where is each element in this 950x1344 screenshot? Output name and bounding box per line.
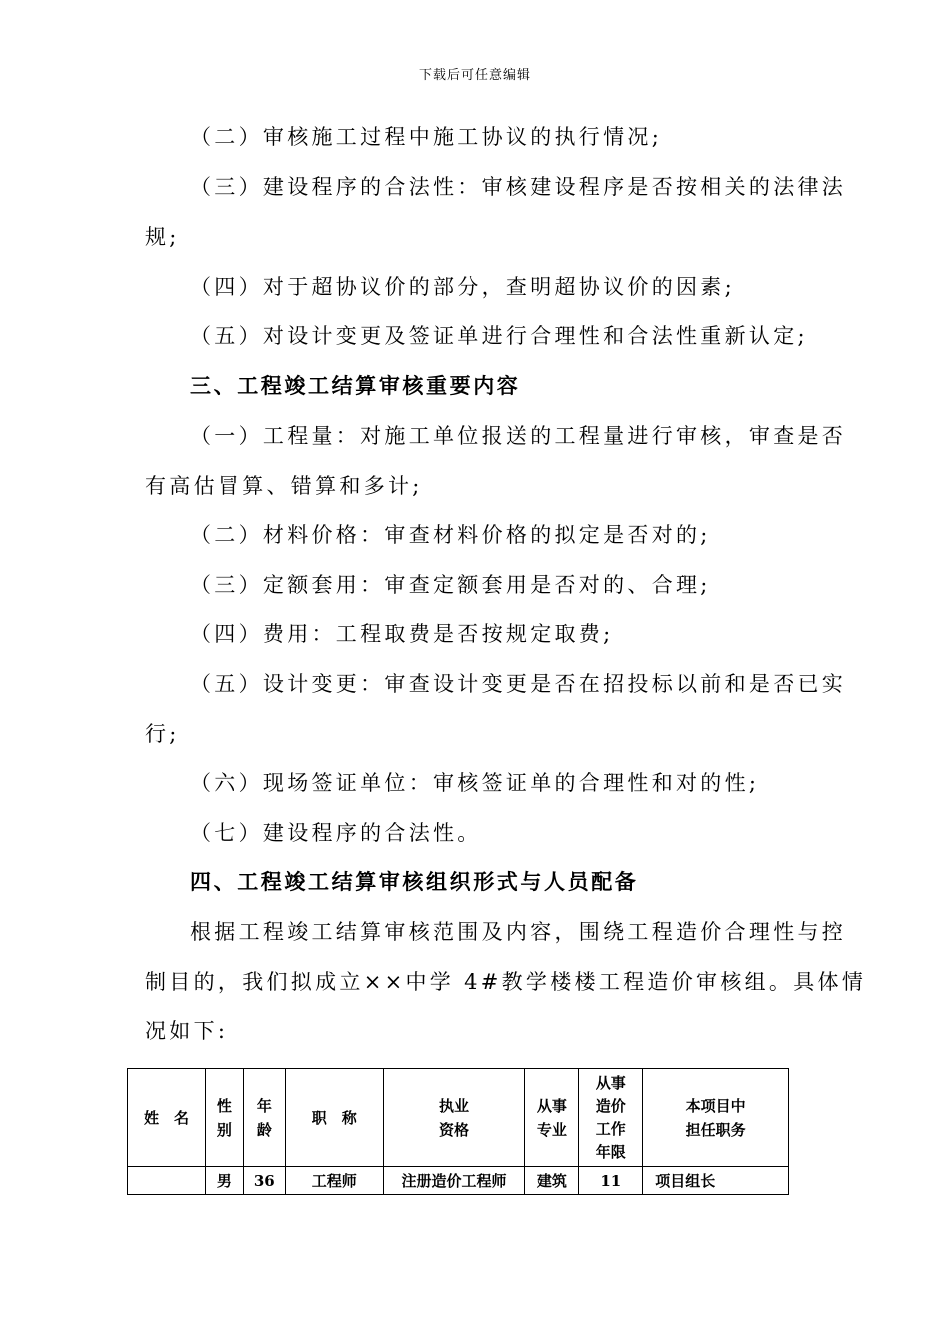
paragraph-line: 有高估冒算、错算和多计;: [145, 474, 423, 498]
table-cell: 注册造价工程师: [383, 1167, 525, 1195]
header-cell: 年 龄: [243, 1069, 285, 1167]
table-cell: 36: [243, 1167, 285, 1195]
header-cell: 执业 资格: [383, 1069, 525, 1167]
paragraph-line: 制目的，我们拟成立××中学 4#教学楼楼工程造价审核组。具体情: [145, 970, 867, 994]
table-header-row: [128, 1069, 789, 1167]
header-cell: 职 称: [285, 1069, 383, 1167]
paragraph-line: 规;: [145, 225, 180, 249]
paragraph-line: （三）建设程序的合法性：审核建设程序是否按相关的法律法: [190, 175, 847, 199]
page-header: 下载后可任意编辑: [418, 68, 531, 83]
header-cell: 姓 名: [128, 1069, 206, 1167]
table-cell: 11: [579, 1167, 643, 1195]
table-cell: 工程师: [285, 1167, 383, 1195]
staff-table: [127, 1068, 789, 1195]
paragraph-line: （六）现场签证单位：审核签证单的合理性和对的性;: [190, 771, 760, 795]
paragraph-line: （五）设计变更：审查设计变更是否在招投标以前和是否已实: [190, 672, 847, 696]
paragraph-line: （五）对设计变更及签证单进行合理性和合法性重新认定;: [190, 324, 808, 348]
table-cell: 男: [205, 1167, 243, 1195]
header-cell: 从事 专业: [525, 1069, 579, 1167]
table-cell: 建筑: [525, 1167, 579, 1195]
header-cell: 本项目中 担任职务: [643, 1069, 789, 1167]
paragraph-line: （七）建设程序的合法性。: [190, 821, 482, 845]
section-heading: 四、工程竣工结算审核组织形式与人员配备: [190, 869, 639, 894]
paragraph-line: （四）费用：工程取费是否按规定取费;: [190, 622, 614, 646]
paragraph-line: （一）工程量：对施工单位报送的工程量进行审核，审查是否: [190, 424, 847, 448]
paragraph-line: 行;: [145, 722, 180, 746]
paragraph-line: （二）材料价格：审查材料价格的拟定是否对的;: [190, 523, 711, 547]
paragraph-line: （四）对于超协议价的部分，查明超协议价的因素;: [190, 275, 735, 299]
header-cell: 性 别: [205, 1069, 243, 1167]
header-cell: 从事 造价 工作 年限: [579, 1069, 643, 1167]
paragraph-line: （二）审核施工过程中施工协议的执行情况;: [190, 125, 663, 149]
table-row: [128, 1167, 789, 1195]
paragraph-line: （三）定额套用：审查定额套用是否对的、合理;: [190, 573, 711, 597]
section-heading: 三、工程竣工结算审核重要内容: [190, 373, 521, 398]
paragraph-line: 根据工程竣工结算审核范围及内容，围绕工程造价合理性与控: [190, 920, 847, 944]
paragraph-line: 况如下:: [145, 1019, 229, 1043]
table-cell: [128, 1167, 206, 1195]
table-cell: 项目组长: [643, 1167, 789, 1195]
